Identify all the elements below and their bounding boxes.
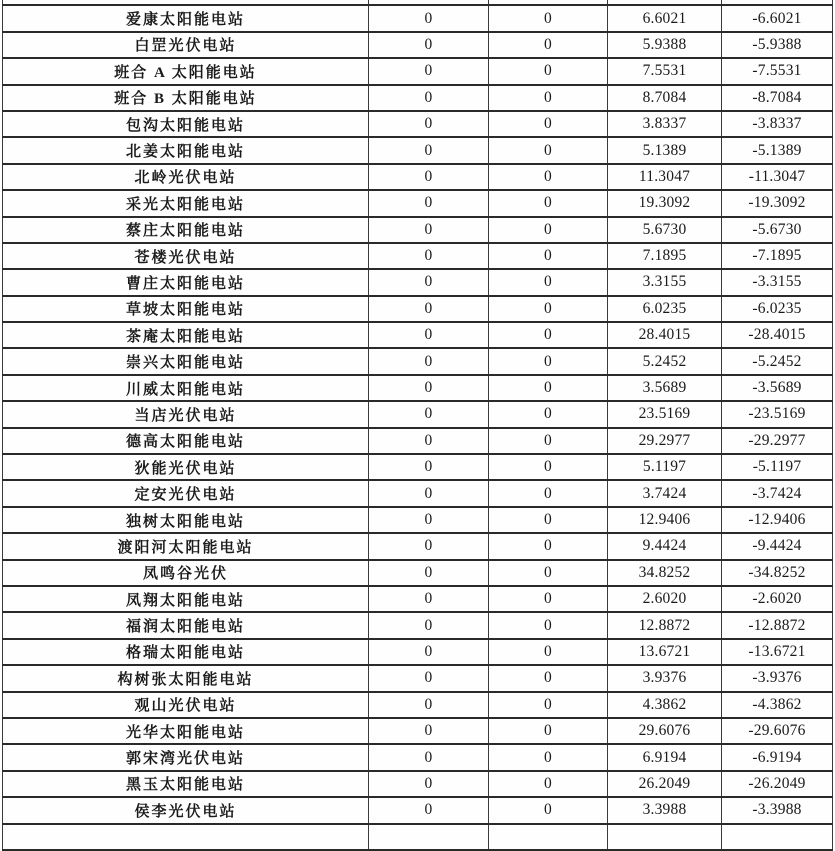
value-cell: 0	[489, 480, 608, 506]
value-cell: 0	[369, 137, 489, 163]
value-cell: 12.9406	[608, 507, 722, 533]
value-cell: -3.9376	[722, 665, 833, 691]
value-cell: 0	[369, 32, 489, 58]
value-cell: -12.9406	[722, 507, 833, 533]
station-name-cell: 北姜太阳能电站	[3, 137, 369, 163]
station-name-cell: 凤翔太阳能电站	[3, 586, 369, 612]
value-cell: 0	[489, 401, 608, 427]
value-cell: 29.2977	[608, 428, 722, 454]
value-cell: 0	[369, 692, 489, 718]
value-cell: 0	[369, 771, 489, 797]
value-cell: 3.8337	[608, 111, 722, 137]
value-cell: -3.5689	[722, 375, 833, 401]
value-cell: 3.5689	[608, 375, 722, 401]
station-name-cell: 蔡庄太阳能电站	[3, 217, 369, 243]
station-name-cell: 川威太阳能电站	[3, 375, 369, 401]
value-cell: 0	[369, 217, 489, 243]
value-cell: 0	[369, 164, 489, 190]
station-name-cell: 爱康太阳能电站	[3, 5, 369, 31]
table-row	[3, 217, 833, 243]
value-cell: 5.1197	[608, 454, 722, 480]
value-cell: 34.8252	[608, 560, 722, 586]
value-cell: 13.6721	[608, 639, 722, 665]
value-cell: 0	[369, 322, 489, 348]
value-cell: 0	[369, 639, 489, 665]
partial-cell	[722, 824, 833, 850]
value-cell: 0	[369, 560, 489, 586]
value-cell: 0	[489, 639, 608, 665]
value-cell: -7.5531	[722, 58, 833, 84]
value-cell: -5.9388	[722, 32, 833, 58]
table-row	[3, 639, 833, 665]
station-name-cell: 北岭光伏电站	[3, 164, 369, 190]
table-row	[3, 612, 833, 638]
table-row	[3, 692, 833, 718]
value-cell: -2.6020	[722, 586, 833, 612]
partial-cell	[3, 824, 369, 850]
value-cell: 7.5531	[608, 58, 722, 84]
value-cell: 0	[489, 5, 608, 31]
value-cell: 0	[489, 85, 608, 111]
table-row	[3, 744, 833, 770]
station-name-cell: 渡阳河太阳能电站	[3, 533, 369, 559]
value-cell: -28.4015	[722, 322, 833, 348]
table-row	[3, 771, 833, 797]
table-row	[3, 269, 833, 295]
table-row	[3, 348, 833, 374]
value-cell: 0	[489, 744, 608, 770]
station-name-cell: 茶庵太阳能电站	[3, 322, 369, 348]
value-cell: -3.3155	[722, 269, 833, 295]
table-row	[3, 58, 833, 84]
station-name-cell: 独树太阳能电站	[3, 507, 369, 533]
table-row	[3, 32, 833, 58]
value-cell: 0	[489, 507, 608, 533]
value-cell: 0	[489, 375, 608, 401]
table-row	[3, 586, 833, 612]
station-name-cell: 曹庄太阳能电站	[3, 269, 369, 295]
value-cell: -12.8872	[722, 612, 833, 638]
value-cell: 28.4015	[608, 322, 722, 348]
table-row	[3, 507, 833, 533]
value-cell: 19.3092	[608, 190, 722, 216]
value-cell: 5.2452	[608, 348, 722, 374]
value-cell: 5.9388	[608, 32, 722, 58]
table-row	[3, 401, 833, 427]
table-row	[3, 243, 833, 269]
value-cell: 0	[489, 586, 608, 612]
value-cell: 0	[489, 243, 608, 269]
station-name-cell: 观山光伏电站	[3, 692, 369, 718]
value-cell: 0	[489, 58, 608, 84]
value-cell: -3.7424	[722, 480, 833, 506]
value-cell: 0	[369, 718, 489, 744]
value-cell: 11.3047	[608, 164, 722, 190]
value-cell: 4.3862	[608, 692, 722, 718]
table-row	[3, 665, 833, 691]
table-row	[3, 190, 833, 216]
value-cell: 0	[369, 5, 489, 31]
value-cell: -29.6076	[722, 718, 833, 744]
table-row	[3, 85, 833, 111]
value-cell: 0	[489, 111, 608, 137]
value-cell: 6.9194	[608, 744, 722, 770]
table-row	[3, 533, 833, 559]
value-cell: 3.3155	[608, 269, 722, 295]
station-name-cell: 黑玉太阳能电站	[3, 771, 369, 797]
station-name-cell: 福润太阳能电站	[3, 612, 369, 638]
value-cell: -4.3862	[722, 692, 833, 718]
value-cell: 0	[369, 533, 489, 559]
table-row	[3, 164, 833, 190]
value-cell: -5.1197	[722, 454, 833, 480]
value-cell: -26.2049	[722, 771, 833, 797]
station-name-cell: 白罡光伏电站	[3, 32, 369, 58]
value-cell: 26.2049	[608, 771, 722, 797]
value-cell: -29.2977	[722, 428, 833, 454]
value-cell: -7.1895	[722, 243, 833, 269]
value-cell: 0	[369, 243, 489, 269]
value-cell: -3.3988	[722, 797, 833, 823]
value-cell: 3.3988	[608, 797, 722, 823]
value-cell: -5.6730	[722, 217, 833, 243]
value-cell: 0	[369, 348, 489, 374]
station-name-cell: 狄能光伏电站	[3, 454, 369, 480]
value-cell: 0	[369, 269, 489, 295]
table-row	[3, 560, 833, 586]
solar-stations-table	[2, 0, 833, 851]
value-cell: 3.9376	[608, 665, 722, 691]
table-row	[3, 454, 833, 480]
value-cell: -8.7084	[722, 85, 833, 111]
table-row	[3, 322, 833, 348]
station-name-cell: 采光太阳能电站	[3, 190, 369, 216]
value-cell: 0	[369, 190, 489, 216]
partial-cell	[489, 824, 608, 850]
partial-row	[3, 824, 833, 850]
table-row	[3, 296, 833, 322]
value-cell: 0	[369, 507, 489, 533]
value-cell: 0	[489, 137, 608, 163]
value-cell: 0	[489, 665, 608, 691]
value-cell: 0	[489, 797, 608, 823]
value-cell: 0	[369, 744, 489, 770]
value-cell: 0	[369, 375, 489, 401]
station-name-cell: 定安光伏电站	[3, 480, 369, 506]
value-cell: 7.1895	[608, 243, 722, 269]
partial-cell	[608, 824, 722, 850]
value-cell: 0	[489, 428, 608, 454]
station-name-cell: 班合 B 太阳能电站	[3, 85, 369, 111]
value-cell: 0	[369, 111, 489, 137]
value-cell: 8.7084	[608, 85, 722, 111]
value-cell: 0	[489, 322, 608, 348]
value-cell: 0	[369, 85, 489, 111]
value-cell: 0	[489, 560, 608, 586]
value-cell: -23.5169	[722, 401, 833, 427]
value-cell: 0	[489, 164, 608, 190]
value-cell: -6.9194	[722, 744, 833, 770]
value-cell: 0	[489, 612, 608, 638]
station-name-cell: 德高太阳能电站	[3, 428, 369, 454]
value-cell: 0	[369, 612, 489, 638]
table-row	[3, 718, 833, 744]
station-name-cell: 光华太阳能电站	[3, 718, 369, 744]
value-cell: -5.1389	[722, 137, 833, 163]
value-cell: 2.6020	[608, 586, 722, 612]
table-row	[3, 111, 833, 137]
value-cell: 3.7424	[608, 480, 722, 506]
value-cell: 0	[489, 533, 608, 559]
value-cell: 0	[369, 586, 489, 612]
table-row	[3, 137, 833, 163]
table-row	[3, 480, 833, 506]
value-cell: 6.6021	[608, 5, 722, 31]
station-name-cell: 崇兴太阳能电站	[3, 348, 369, 374]
value-cell: 9.4424	[608, 533, 722, 559]
value-cell: 29.6076	[608, 718, 722, 744]
station-name-cell: 构树张太阳能电站	[3, 665, 369, 691]
value-cell: 0	[489, 217, 608, 243]
value-cell: -6.0235	[722, 296, 833, 322]
station-name-cell: 凤鸣谷光伏	[3, 560, 369, 586]
table-row	[3, 375, 833, 401]
table-viewport	[2, 0, 833, 851]
value-cell: 6.0235	[608, 296, 722, 322]
value-cell: -5.2452	[722, 348, 833, 374]
value-cell: 0	[489, 718, 608, 744]
station-name-cell: 班合 A 太阳能电站	[3, 58, 369, 84]
value-cell: 0	[369, 454, 489, 480]
table-row	[3, 428, 833, 454]
table-row	[3, 797, 833, 823]
value-cell: 0	[369, 428, 489, 454]
value-cell: 0	[369, 797, 489, 823]
value-cell: 0	[489, 692, 608, 718]
value-cell: -34.8252	[722, 560, 833, 586]
value-cell: 0	[369, 480, 489, 506]
value-cell: 0	[489, 32, 608, 58]
station-name-cell: 苍楼光伏电站	[3, 243, 369, 269]
station-name-cell: 包沟太阳能电站	[3, 111, 369, 137]
table-row	[3, 5, 833, 31]
station-name-cell: 侯李光伏电站	[3, 797, 369, 823]
partial-cell	[369, 824, 489, 850]
value-cell: 23.5169	[608, 401, 722, 427]
value-cell: 12.8872	[608, 612, 722, 638]
value-cell: -6.6021	[722, 5, 833, 31]
station-name-cell: 当店光伏电站	[3, 401, 369, 427]
value-cell: 0	[369, 401, 489, 427]
station-name-cell: 草坡太阳能电站	[3, 296, 369, 322]
value-cell: 0	[489, 190, 608, 216]
value-cell: 0	[489, 269, 608, 295]
value-cell: 0	[489, 454, 608, 480]
value-cell: 5.1389	[608, 137, 722, 163]
value-cell: 0	[369, 665, 489, 691]
station-name-cell: 郭宋湾光伏电站	[3, 744, 369, 770]
value-cell: -19.3092	[722, 190, 833, 216]
value-cell: 0	[489, 348, 608, 374]
value-cell: 0	[489, 771, 608, 797]
value-cell: -11.3047	[722, 164, 833, 190]
value-cell: 5.6730	[608, 217, 722, 243]
value-cell: 0	[489, 296, 608, 322]
value-cell: -13.6721	[722, 639, 833, 665]
value-cell: 0	[369, 58, 489, 84]
value-cell: -9.4424	[722, 533, 833, 559]
value-cell: -3.8337	[722, 111, 833, 137]
station-name-cell: 格瑞太阳能电站	[3, 639, 369, 665]
value-cell: 0	[369, 296, 489, 322]
